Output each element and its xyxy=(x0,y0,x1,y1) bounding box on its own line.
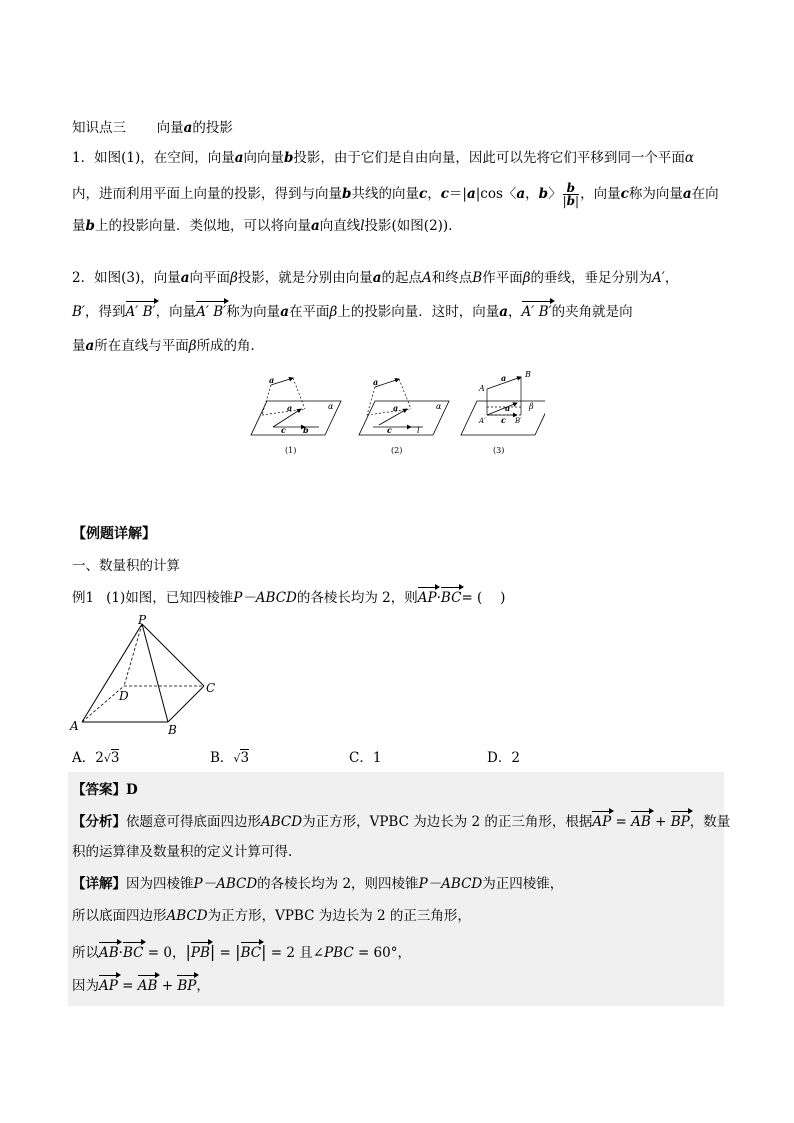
text: 为正四棱锥， xyxy=(482,876,564,892)
pyramid-name: P－ABCD xyxy=(418,876,483,892)
fig1-label-alpha: α xyxy=(328,402,334,411)
text: ， xyxy=(508,304,522,320)
angle-PBC: PBC xyxy=(324,945,354,961)
var-a: a xyxy=(180,270,190,286)
var-beta: β xyxy=(522,270,531,286)
dot: · xyxy=(436,590,441,606)
pyramid-figure xyxy=(66,612,226,742)
fig1-label-a: a xyxy=(269,375,275,385)
figure-3 xyxy=(461,370,545,455)
text: 所以 xyxy=(72,945,99,961)
text: = 60°， xyxy=(353,945,411,961)
vector-a-upper xyxy=(271,378,293,385)
analysis-line1 xyxy=(72,812,730,832)
vector-ApBp: A′ B′ xyxy=(125,304,156,320)
fig1-label-c: c xyxy=(281,425,286,435)
dash-4 xyxy=(367,387,375,415)
option-label: C． xyxy=(349,750,373,766)
text: 为正方形，VPBC 为边长为 2 的正三角形，根据 xyxy=(302,814,593,830)
vector-AB: AB xyxy=(631,814,651,830)
label-P: P xyxy=(138,613,147,627)
para1-line2 xyxy=(72,182,719,207)
text: + xyxy=(157,978,178,994)
text: 上的投影向量．这时，向量 xyxy=(337,304,500,320)
abcd: ABCD xyxy=(166,908,208,924)
text: 1．如图(1)，在空间，向量 xyxy=(72,150,235,166)
text: 的各棱长均为 2，则四棱锥 xyxy=(257,876,419,892)
answer-tag: 【答案】 xyxy=(72,782,126,798)
vector-BC: BC xyxy=(122,945,144,961)
text: = xyxy=(215,945,236,961)
var-a: a xyxy=(372,270,382,286)
projection-figures xyxy=(245,365,545,460)
fig1-label-b: b xyxy=(303,425,309,435)
detail-line1 xyxy=(72,874,563,894)
var-beta: β xyxy=(188,338,197,354)
vector-BC: BC xyxy=(240,945,262,961)
vector-ApBp: A′ B′ xyxy=(521,304,552,320)
text: 因为 xyxy=(72,978,99,994)
para2-line1 xyxy=(72,268,678,288)
para1-line1 xyxy=(72,148,694,168)
var-b: b xyxy=(85,218,95,234)
para1-line3 xyxy=(72,216,462,236)
vector-AP: AP xyxy=(417,590,437,606)
fig3-label-A: A xyxy=(479,384,485,393)
text: 〉 xyxy=(548,186,562,202)
text: = ( ) xyxy=(461,590,506,606)
fig3-label-a: a xyxy=(501,373,507,383)
var-b: b xyxy=(342,186,352,202)
vector-a-3 xyxy=(487,403,517,415)
text: 依题意可得底面四边形 xyxy=(126,814,261,830)
var-A: A xyxy=(422,270,432,286)
para2-line3 xyxy=(72,336,264,356)
answer-value: D xyxy=(126,782,138,798)
vector-a-upper-2 xyxy=(375,379,399,387)
fig2-label-alpha: α xyxy=(436,402,442,411)
text: 为正方形，VPBC 为边长为 2 的正三角形， xyxy=(207,908,471,924)
section-subtitle-var: a xyxy=(183,120,193,136)
edge-PD xyxy=(124,624,142,686)
fig3-label-a2: a xyxy=(505,403,511,413)
var-Ap: A′ xyxy=(652,270,665,286)
text: 所以底面四边形 xyxy=(72,908,167,924)
text: 向直线 xyxy=(319,218,361,234)
text: 向向量 xyxy=(243,150,284,166)
option-d[interactable] xyxy=(487,748,520,768)
dash-5 xyxy=(399,379,411,409)
analysis-tag: 【分析】 xyxy=(72,814,126,830)
var-c: c xyxy=(440,186,449,202)
option-label: A． xyxy=(72,750,96,766)
text: = xyxy=(611,814,632,830)
text: = 0， xyxy=(143,945,186,961)
example-header: 【例题详解】 xyxy=(72,526,156,542)
option-label: B． xyxy=(210,750,234,766)
option-label: D． xyxy=(487,750,512,766)
text: + xyxy=(650,814,671,830)
fig2-label-a: a xyxy=(373,377,379,387)
fig3-label-B: B xyxy=(525,370,531,379)
label-A: A xyxy=(70,719,79,733)
fraction-b-over-norm-b xyxy=(563,182,579,207)
text: 投影，由于它们是自由向量，因此可以先将它们平移到同一个平面 xyxy=(293,150,685,166)
text: |cos〈 xyxy=(475,186,517,202)
var-beta: β xyxy=(329,304,338,320)
analysis-line2: 积的运算律及数量积的定义计算可得. xyxy=(72,844,293,860)
option-root: 3 xyxy=(110,750,120,766)
option-value: 2 xyxy=(511,750,520,766)
fig3-label-beta: β xyxy=(529,402,534,411)
dot: · xyxy=(118,945,123,961)
text: 量 xyxy=(72,218,86,234)
var-a: a xyxy=(280,304,289,320)
var-a: a xyxy=(85,338,95,354)
text: ，向量 xyxy=(580,186,621,202)
var-alpha: α xyxy=(684,150,695,166)
option-b[interactable]: B．√3 xyxy=(210,750,250,766)
edge-BC xyxy=(168,686,204,722)
detail-line2 xyxy=(72,906,471,926)
vector-AP: AP xyxy=(99,978,118,994)
fig1-label-a2: a xyxy=(287,403,293,413)
text: 称为向量 xyxy=(628,186,683,202)
text: 的起点 xyxy=(381,270,423,286)
var-c: c xyxy=(620,186,629,202)
var-c: c xyxy=(418,186,428,202)
fig3-label-Bp: B′ xyxy=(515,417,522,425)
figure-2 xyxy=(359,377,449,455)
vector-ApBp: A′ B′ xyxy=(196,304,227,320)
text: ， xyxy=(525,186,539,202)
detail-tag: 【详解】 xyxy=(72,876,126,892)
dash-2 xyxy=(293,378,305,409)
text: ，数量 xyxy=(689,814,731,830)
text: 的夹角就是向 xyxy=(551,304,633,320)
fig3-label-c: c xyxy=(501,415,506,425)
fig2-label-a2: a xyxy=(393,403,399,413)
text: 因为四棱锥 xyxy=(126,876,194,892)
text: 量 xyxy=(72,338,86,354)
var-a: a xyxy=(516,186,526,202)
text: ＝| xyxy=(448,186,467,202)
text: = xyxy=(117,978,138,994)
answer-line xyxy=(72,780,138,800)
fig2-label-l: l xyxy=(417,426,420,435)
var-Bp: B′ xyxy=(72,304,85,320)
detail-line3: 所以AB·BC = 0，|PB| = |BC| = 2 且∠PBC = 60°， xyxy=(72,942,411,961)
var-b: b xyxy=(283,150,294,166)
section-subtitle-post: 的投影 xyxy=(192,120,233,136)
dash-1 xyxy=(262,385,271,415)
fig3-label-Ap: A′ xyxy=(479,417,486,425)
var-a: a xyxy=(499,304,508,320)
section-title xyxy=(72,118,233,138)
text: ， xyxy=(664,270,679,286)
text: 投影，就是分别由向量 xyxy=(237,270,373,286)
text: ，向量 xyxy=(155,304,197,320)
edge-PC xyxy=(142,624,204,686)
frac-den: |b| xyxy=(562,194,580,208)
example1-question xyxy=(72,588,505,608)
var-b: b xyxy=(538,186,549,202)
section-subtitle-pre: 向量 xyxy=(156,120,184,136)
pyramid-name: P－ABCD xyxy=(193,876,258,892)
option-root: 3 xyxy=(240,750,250,766)
text: 上的投影向量．类似地，可以将向量 xyxy=(94,218,311,234)
fig-label-2: (2) xyxy=(391,446,403,455)
text: 共线的向量 xyxy=(351,186,419,202)
var-a: a xyxy=(310,218,320,234)
edge-PA xyxy=(82,624,142,722)
figure-1 xyxy=(251,375,341,455)
frac-num: b xyxy=(563,182,579,195)
vector-AB: AB xyxy=(137,978,158,994)
detail-line4 xyxy=(72,976,210,996)
text: 向平面 xyxy=(189,270,230,286)
vector-PB: PB xyxy=(190,945,210,961)
var-b: b xyxy=(566,194,576,208)
section-label: 知识点三 xyxy=(72,120,126,136)
fig2-label-c: c xyxy=(387,425,392,435)
vector-BP: BP xyxy=(670,814,690,830)
var-l: l xyxy=(360,218,365,234)
text: 内，进而利用平面上向量的投影，得到与向量 xyxy=(72,186,342,202)
vector-BP: BP xyxy=(177,978,197,994)
vector-BC: BC xyxy=(440,590,462,606)
option-value: 1 xyxy=(372,750,382,766)
subsection-title: 一、数量积的计算 xyxy=(72,558,180,574)
text: = 2 且∠ xyxy=(266,945,325,961)
var-a: a xyxy=(466,186,476,202)
para2-line2 xyxy=(72,302,633,322)
text: 称为向量 xyxy=(226,304,281,320)
text: 在向 xyxy=(691,186,719,202)
option-a[interactable]: A．2√3 xyxy=(72,750,120,766)
fig-label-1: (1) xyxy=(285,446,297,455)
text: 的垂线，垂足分别为 xyxy=(530,270,653,286)
vector-AB: AB xyxy=(99,945,119,961)
text: ， xyxy=(196,978,210,994)
text: 所成的角． xyxy=(196,338,265,354)
text: 投影(如图(2))． xyxy=(364,218,462,234)
option-c[interactable] xyxy=(349,748,381,768)
text: ，得到 xyxy=(85,304,126,320)
var-B: B xyxy=(472,270,483,286)
text: 的各棱长均为 2，则 xyxy=(296,590,418,606)
vector-AP: AP xyxy=(592,814,612,830)
option-value: 2 xyxy=(95,750,104,766)
edge-AD xyxy=(82,686,124,722)
text: 和终点 xyxy=(431,270,473,286)
fig-label-3: (3) xyxy=(493,446,505,455)
var-beta: β xyxy=(229,270,238,286)
abcd: ABCD xyxy=(261,814,303,830)
var-a: a xyxy=(682,186,692,202)
text: 在平面 xyxy=(288,304,330,320)
edge-PB xyxy=(142,624,168,722)
var-a: a xyxy=(234,150,244,166)
label-D: D xyxy=(119,689,129,703)
dash-6 xyxy=(367,409,411,415)
example-label: 例1 xyxy=(72,590,95,606)
dash-3 xyxy=(262,409,305,415)
text: ， xyxy=(427,186,441,202)
text: 所在直线与平面 xyxy=(94,338,189,354)
pyramid-name: P－ABCD xyxy=(233,590,297,606)
label-C: C xyxy=(206,681,216,695)
label-B: B xyxy=(168,723,177,737)
text: 作平面 xyxy=(482,270,523,286)
text: (1)如图，已知四棱锥 xyxy=(106,590,234,606)
text: 2．如图(3)，向量 xyxy=(72,270,181,286)
